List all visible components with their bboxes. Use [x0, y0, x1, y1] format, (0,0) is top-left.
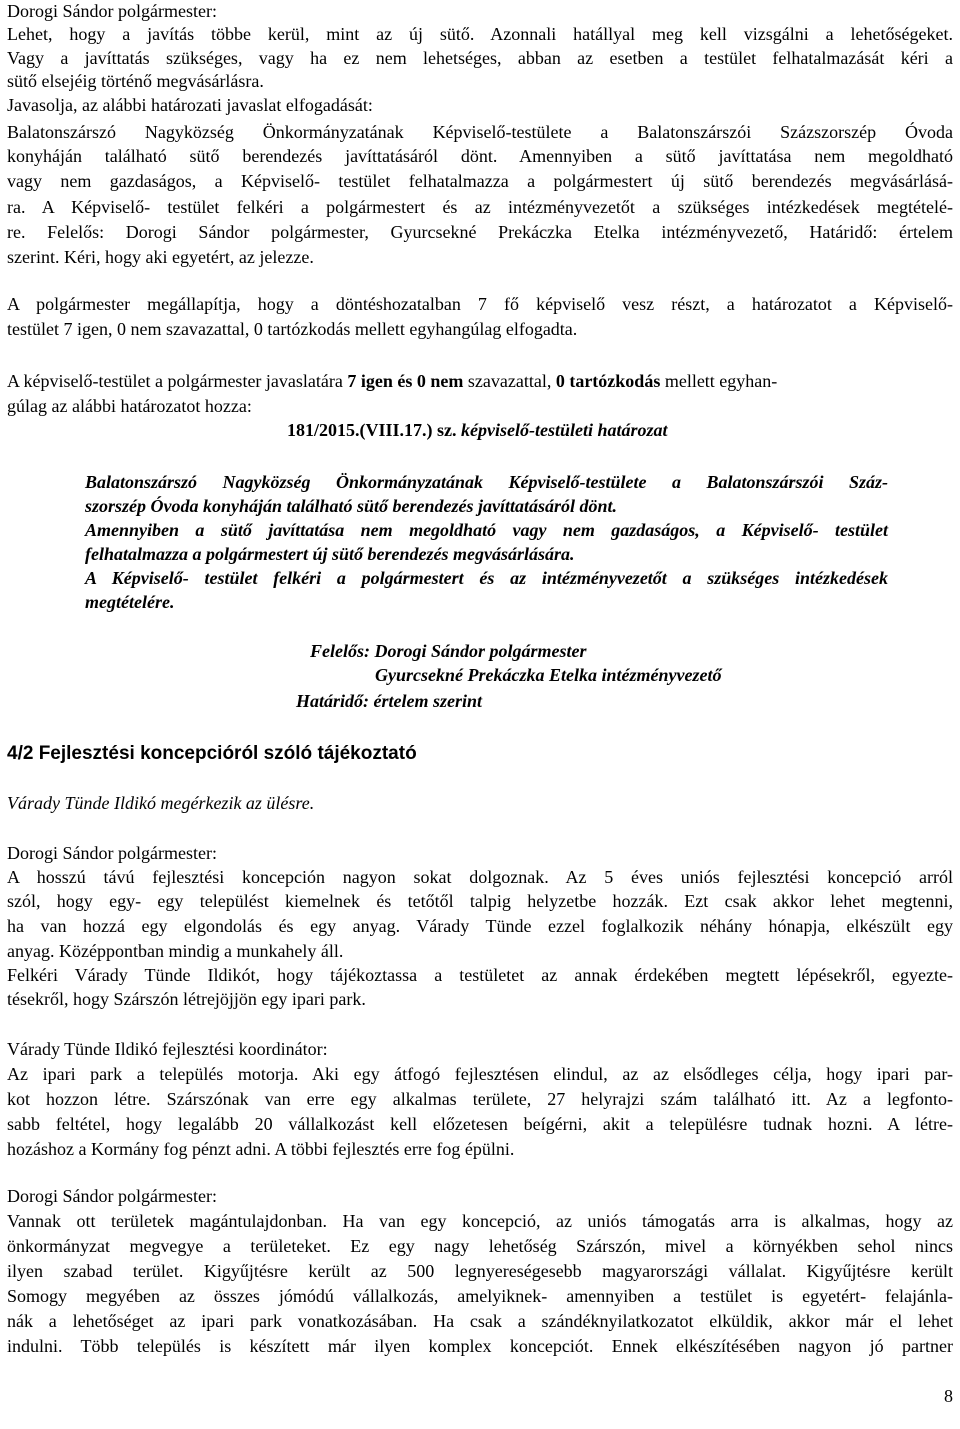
paragraph-line: Javasolja, az alábbi határozati javaslat elfogadását: — [7, 95, 373, 115]
paragraph-line: sabb feltétel, hogy legalább 20 vállalkozást kell előzetesen beígérni, akit a településre tudnak hozni. A létre- — [7, 1114, 953, 1134]
resolution-intro-line — [7, 370, 777, 393]
intro-text: szavazattal, — [463, 371, 556, 391]
resolution-line: megtételére. — [85, 592, 175, 612]
resolution-number: 181/2015.(VIII.17.) sz. — [287, 420, 457, 440]
paragraph-line: hozáshoz a Kormány fog pénzt adni. A többi fejlesztés erre fog épülni. — [7, 1139, 515, 1159]
paragraph-line: Balatonszárszó Nagyközség Önkormányzatának Képviselő-testülete a Balatonszárszói Százszorszép Óvoda — [7, 122, 953, 142]
paragraph-line: vagy nem gazdaságos, a Képviselő- testület felhatalmazza a polgármestert új sütő berendezés megvásárlásá- — [7, 171, 953, 191]
paragraph-line: ilyen szabad terület. Kigyűjtésre került az 500 legnyereségesebb magyarországi vállalat. Kigyűjtésre került — [7, 1261, 953, 1281]
deadline: Határidő: értelem szerint — [296, 691, 482, 711]
paragraph-line: nák a lehetőséget az ipari park vonatkozásában. Ha csak a szándéknyilatkozatot elküldik, akkor már el lehet — [7, 1311, 953, 1331]
resolution-line: Balatonszárszó Nagyközség Önkormányzatának Képviselő-testülete a Balatonszárszói Száz- — [85, 472, 888, 492]
intro-text: A képviselő-testület a polgármester javaslatára — [7, 371, 348, 391]
intro-abstain-bold: 0 tartózkodás — [555, 371, 661, 391]
paragraph-line: önkormányzat megvegye a területeket. Ez egy nagy lehetőség Szárszón, mivel a környékben sehol nincs — [7, 1236, 953, 1256]
responsible-person: Felelős: Dorogi Sándor polgármester — [310, 641, 587, 661]
paragraph-line: szól, hogy egy- egy települést kiemelnek és tetőtől talpig helyzetbe hozzák. Ezt csak akkor lehet megtenni, — [7, 891, 953, 911]
resolution-line: szorszép Óvoda konyháján található sütő berendezés javíttatásáról dönt. — [85, 496, 618, 516]
resolution-line: Amennyiben a sütő javíttatása nem megoldható vagy nem gazdaságos, a Képviselő- testület — [85, 520, 888, 540]
resolution-title — [287, 419, 668, 442]
responsible-person: Gyurcsekné Prekáczka Etelka intézményvezető — [375, 665, 722, 685]
paragraph-line: ra. A Képviselő- testület felkéri a polgármestert és az intézményvezetőt a szükséges intézkedések megtételé- — [7, 197, 953, 217]
vote-result-line: A polgármester megállapítja, hogy a döntéshozatalban 7 fő képviselő vesz részt, a határozatot a Képviselő- — [7, 294, 953, 314]
speaker-label: Várady Tünde Ildikó fejlesztési koordinátor: — [7, 1039, 328, 1059]
intro-text: mellett egyhan- — [660, 371, 778, 391]
paragraph-line: Lehet, hogy a javítás többe kerül, mint az új sütő. Azonnali hatállyal meg kell vizsgálni a lehetőségeket. — [7, 24, 953, 44]
paragraph-line: sütő elsejéig történő megvásárlásra. — [7, 71, 264, 91]
paragraph-line: Felkéri Várady Tünde Ildikót, hogy tájékoztassa a testületet az annak érdekében megtett lépésekről, egyezte- — [7, 965, 953, 985]
vote-result-line: testület 7 igen, 0 nem szavazattal, 0 tartózkodás mellett egyhangúlag elfogadta. — [7, 319, 578, 339]
paragraph-line: kot hozzon létre. Szárszónak van erre egy alkalmas területe, 27 helyrajzi szám található itt. Az a legfonto- — [7, 1089, 953, 1109]
paragraph-line: Az ipari park a település motorja. Aki egy átfogó fejlesztésen elindul, az az elsődleges célja, hogy ipari par- — [7, 1064, 953, 1084]
resolution-line: A Képviselő- testület felkéri a polgármestert és az intézményvezetőt a szükséges intézkedések — [85, 568, 888, 588]
resolution-line: felhatalmazza a polgármestert új sütő berendezés megvásárlására. — [85, 544, 575, 564]
paragraph-line: konyháján található sütő berendezés javíttatásáról dönt. Amennyiben a sütő javíttatása nem megoldható — [7, 146, 953, 166]
paragraph-line: anyag. Középpontban mindig a munkahely áll. — [7, 941, 344, 961]
paragraph-line: A hosszú távú fejlesztési koncepción nagyon sokat dolgoznak. Az 5 éves uniós fejlesztési koncepció arról — [7, 867, 953, 887]
resolution-intro-line: gúlag az alábbi határozatot hozza: — [7, 396, 252, 416]
paragraph-line: indulni. Több település is készített már ilyen komplex koncepciót. Ennek elkészítésében nagyon jó partner — [7, 1336, 953, 1356]
page-number: 8 — [944, 1386, 953, 1406]
paragraph-line: ha van hozzá egy elgondolás és egy anyag. Várady Tünde ezzel foglalkozik néhány hónapja, elkészült egy — [7, 916, 953, 936]
intro-votes-bold: 7 igen és 0 nem — [347, 371, 464, 391]
paragraph-line: tésekről, hogy Szárszón létrejöjjön egy ipari park. — [7, 989, 366, 1009]
arrival-note: Várady Tünde Ildikó megérkezik az ülésre. — [7, 793, 315, 813]
section-heading: 4/2 Fejlesztési koncepcióról szóló tájékoztató — [7, 743, 417, 764]
speaker-label: Dorogi Sándor polgármester: — [7, 1, 217, 21]
paragraph-line: szerint. Kéri, hogy aki egyetért, az jelezze. — [7, 247, 314, 267]
paragraph-line: Vannak ott területek magántulajdonban. Ha van egy koncepció, az uniós támogatás arra is alkalmas, hogy az — [7, 1211, 953, 1231]
paragraph-line: re. Felelős: Dorogi Sándor polgármester, Gyurcsekné Prekáczka Etelka intézményvezető, Határidő: értelem — [7, 222, 953, 242]
paragraph-line: Somogy megyében az összes jómódú vállalkozás, amelyiknek- amennyiben a testület is egyetért- felajánla- — [7, 1286, 953, 1306]
speaker-label: Dorogi Sándor polgármester: — [7, 1186, 217, 1206]
resolution-title-text: képviselő-testületi határozat — [456, 420, 668, 440]
paragraph-line: Vagy a javíttatás szükséges, vagy ha ez nem lehetséges, abban az esetben a testület felhatalmazását kéri a — [7, 48, 953, 68]
speaker-label: Dorogi Sándor polgármester: — [7, 843, 217, 863]
